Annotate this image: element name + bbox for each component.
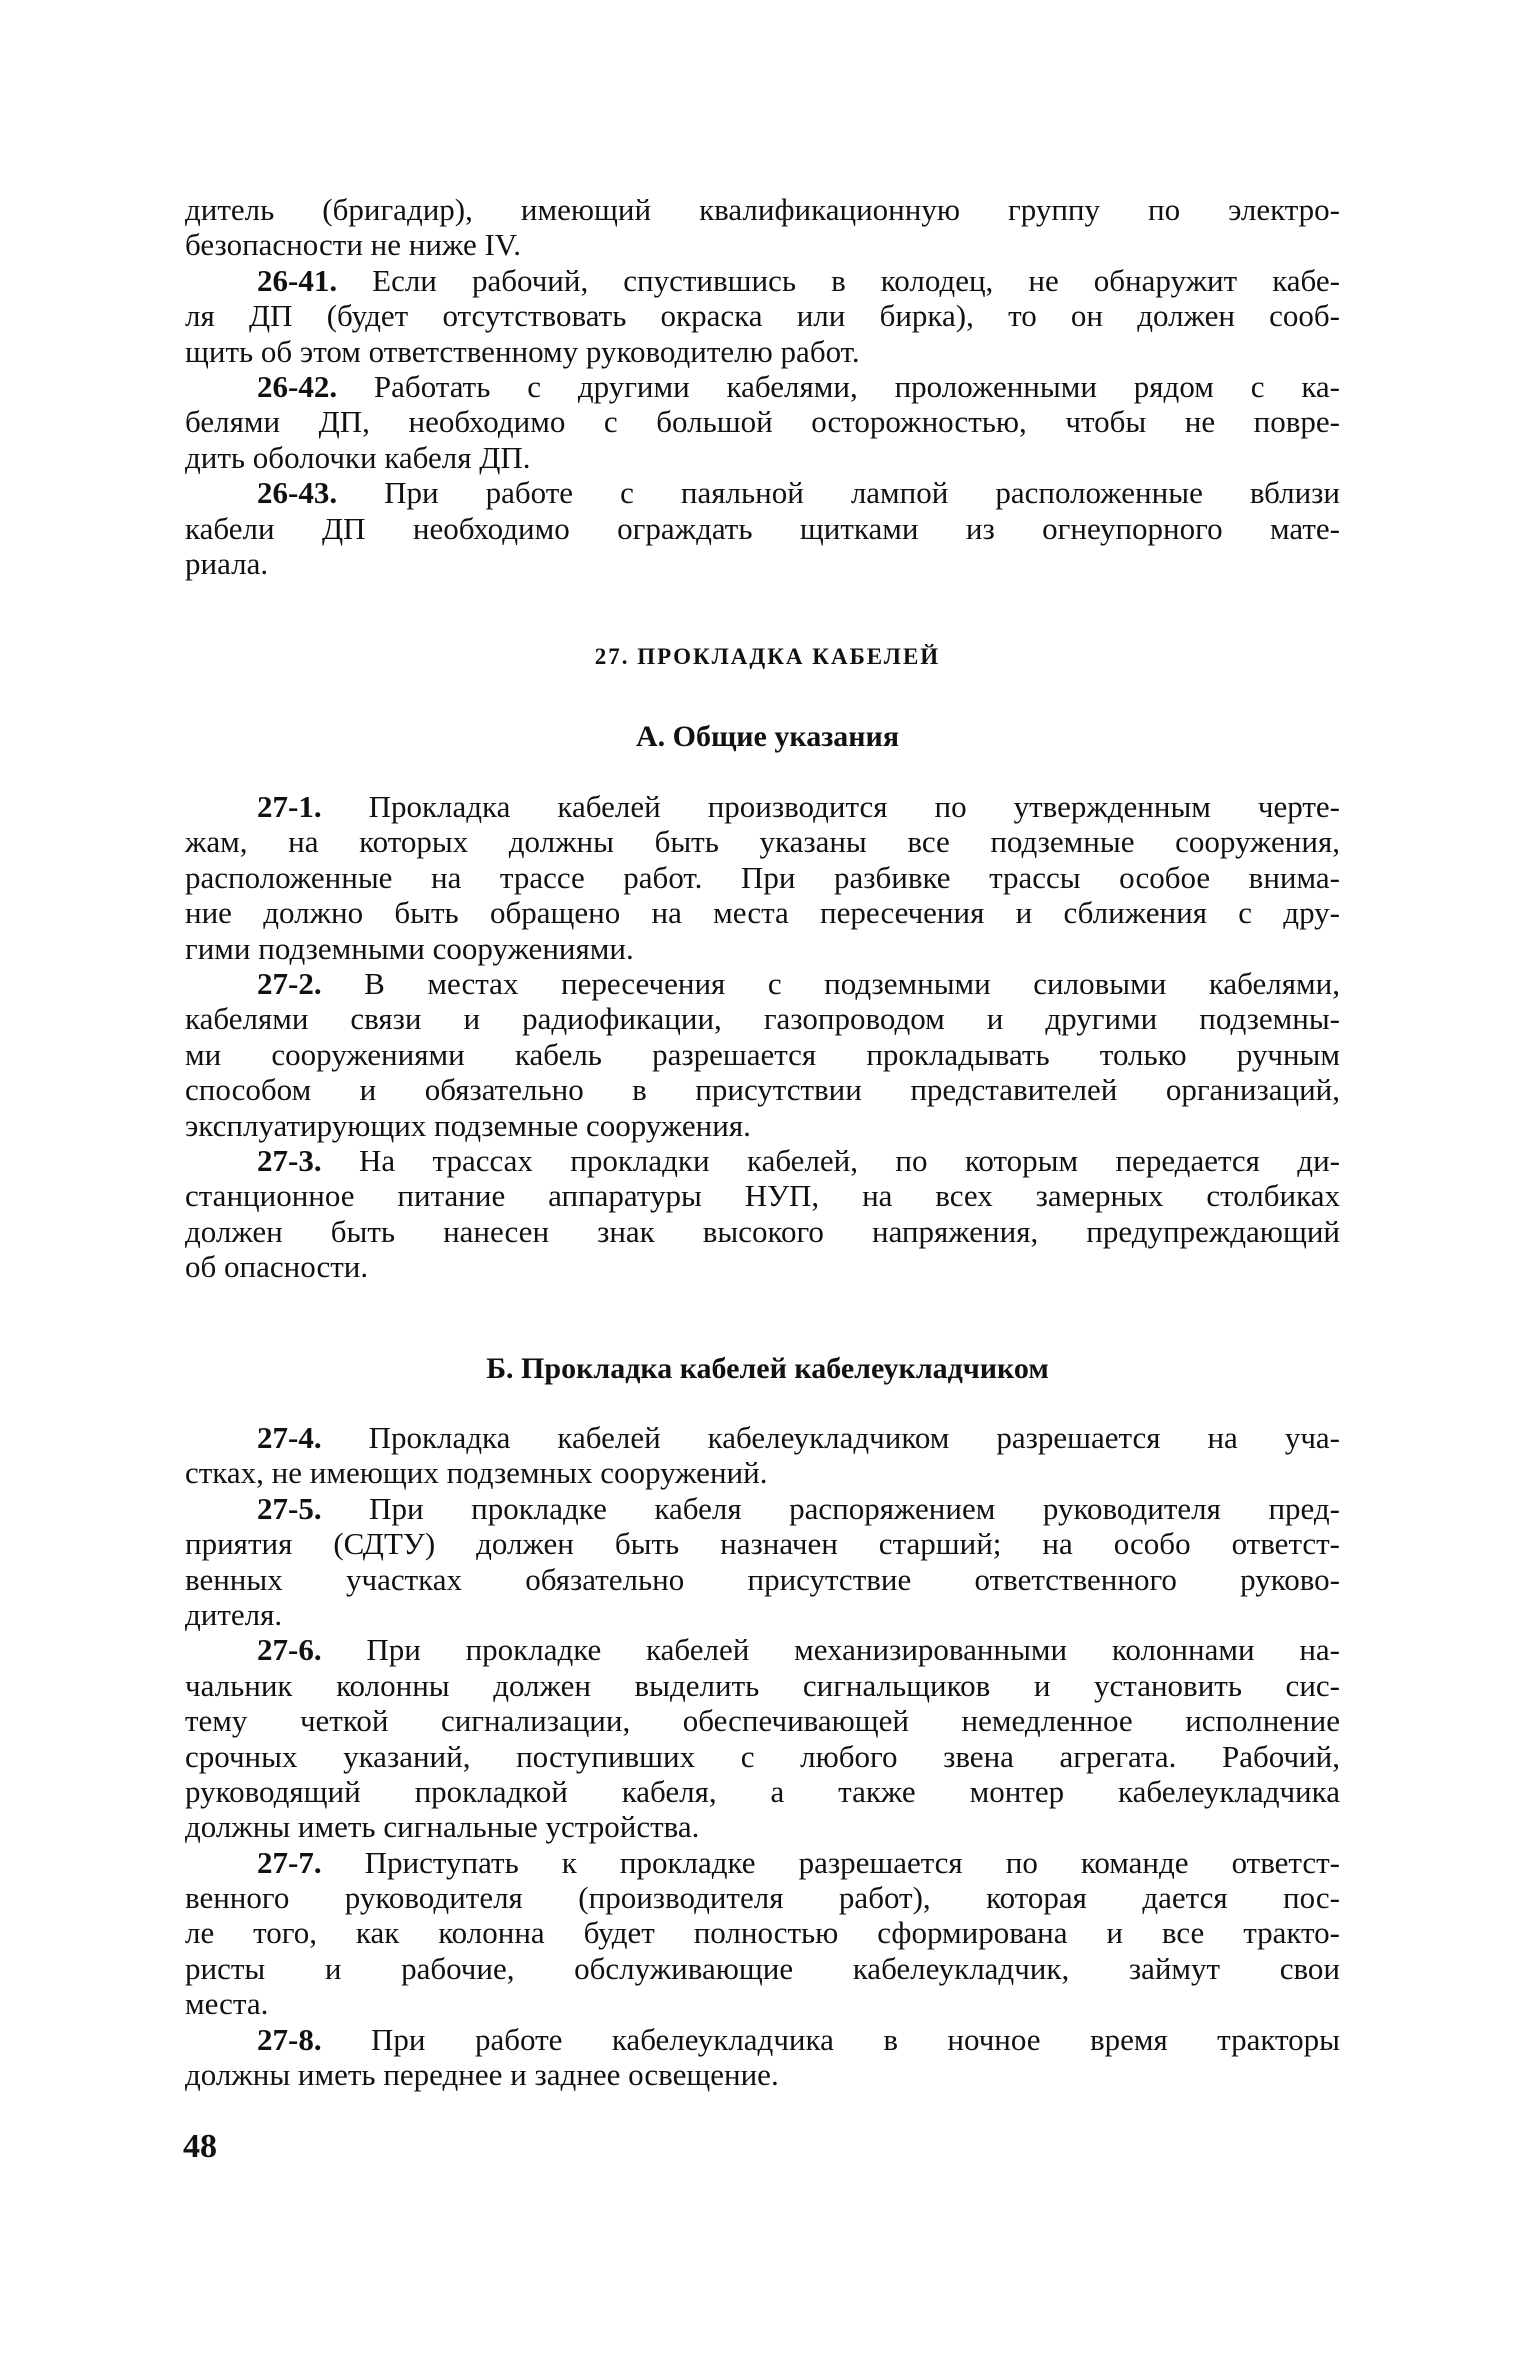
line-text: Прокладка кабелей производится по утвержденным черте- <box>321 789 1340 824</box>
line-text: места. <box>185 1986 269 2022</box>
text-line <box>185 1597 1340 1632</box>
text-line <box>185 334 1340 369</box>
text-line <box>185 440 1340 475</box>
line-text: На трассах прокладки кабелей, по которым передается ди- <box>321 1142 1340 1178</box>
text-line <box>185 1809 1340 1844</box>
paragraph <box>185 1420 1340 1491</box>
text-line <box>185 1072 1340 1107</box>
text-line <box>185 369 1340 404</box>
paragraph-number: 26-42. <box>257 368 338 404</box>
text-line <box>185 1001 1340 1036</box>
text-line <box>185 1951 1340 1986</box>
line-text: стках, не имеющих подземных сооружений. <box>185 1455 768 1491</box>
paragraph <box>185 789 1340 966</box>
line-text: руководящий прокладкой кабеля, а также монтер кабелеукладчика <box>185 1773 1340 1809</box>
paragraph-number: 27-8. <box>257 2021 322 2057</box>
section-heading: 27. ПРОКЛАДКА КАБЕЛЕЙ <box>594 644 941 669</box>
subsection-heading-a: А. Общие указания <box>635 720 900 753</box>
line-text: ние должно быть обращено на места пересечения и сближения с дру- <box>185 895 1340 931</box>
text-line <box>185 2057 1340 2092</box>
text-line <box>185 966 1340 1001</box>
paragraph-number: 27-5. <box>257 1490 322 1526</box>
line-text: Работать с другими кабелями, проложенными рядом с ка- <box>337 368 1340 404</box>
paragraph <box>185 263 1340 369</box>
line-text: должны иметь переднее и заднее освещение. <box>185 2057 779 2093</box>
page-number: 48 <box>183 2128 217 2165</box>
text-line <box>185 1562 1340 1597</box>
line-text: При работе кабелеукладчика в ночное время тракторы <box>321 2021 1340 2057</box>
line-text: При прокладке кабеля распоряжением руководителя пред- <box>321 1490 1340 1526</box>
line-text: дить оболочки кабеля ДП. <box>185 439 531 475</box>
line-text: должен быть нанесен знак высокого напряжения, предупреждающий <box>185 1213 1340 1249</box>
paragraph <box>185 1143 1340 1285</box>
text-line <box>185 546 1340 581</box>
line-text: эксплуатирующих подземные сооружения. <box>185 1107 751 1143</box>
line-text: дитель (бригадир), имеющий квалификационную группу по электро- <box>185 192 1340 227</box>
paragraph-number: 27-4. <box>257 1420 322 1455</box>
text-line <box>185 1880 1340 1915</box>
line-text: кабелями связи и радиофикации, газопроводом и другими подземны- <box>185 1001 1340 1037</box>
line-text: тему четкой сигнализации, обеспечивающей немедленное исполнение <box>185 1703 1340 1739</box>
line-text: ле того, как колонна будет полностью сформирована и все тракто- <box>185 1915 1340 1951</box>
text-line <box>185 1178 1340 1213</box>
text-line <box>185 1491 1340 1526</box>
line-text: белями ДП, необходимо с большой осторожностью, чтобы не повре- <box>185 404 1340 440</box>
line-text: жам, на которых должны быть указаны все подземные сооружения, <box>185 824 1340 860</box>
line-text: должны иметь сигнальные устройства. <box>185 1809 700 1845</box>
text-line <box>185 1739 1340 1774</box>
line-text: безопасности не ниже IV. <box>185 227 521 263</box>
text-line <box>185 1214 1340 1249</box>
paragraph <box>185 1845 1340 2022</box>
text-line <box>185 1420 1340 1455</box>
line-text: ми сооружениями кабель разрешается прокладывать только ручным <box>185 1036 1340 1072</box>
text-line <box>185 789 1340 824</box>
text-line <box>185 1703 1340 1738</box>
text-block-general <box>185 789 1340 1284</box>
text-line <box>185 1037 1340 1072</box>
paragraph-number: 27-3. <box>257 1142 322 1178</box>
line-text: чальник колонны должен выделить сигнальщиков и установить сис- <box>185 1667 1340 1703</box>
paragraph <box>185 192 1340 263</box>
paragraph <box>185 475 1340 581</box>
paragraph-number: 27-2. <box>257 965 322 1001</box>
text-line <box>185 1143 1340 1178</box>
text-line <box>185 1632 1340 1667</box>
text-line <box>185 1526 1340 1561</box>
text-line <box>185 1845 1340 1880</box>
text-line <box>185 511 1340 546</box>
line-text: В местах пересечения с подземными силовыми кабелями, <box>321 965 1340 1001</box>
line-text: Прокладка кабелей кабелеукладчиком разрешается на уча- <box>321 1420 1340 1455</box>
text-line <box>185 1986 1340 2021</box>
line-text: При прокладке кабелей механизированными колоннами на- <box>321 1632 1340 1668</box>
text-line <box>185 1668 1340 1703</box>
line-text: риала. <box>185 545 269 581</box>
paragraph-number: 27-1. <box>257 789 322 824</box>
text-line <box>185 263 1340 298</box>
line-text: срочных указаний, поступивших с любого звена агрегата. Рабочий, <box>185 1738 1340 1774</box>
text-block-cable-layer <box>185 1420 1340 2092</box>
paragraph-number: 26-41. <box>257 262 338 298</box>
subsection-heading-b: Б. Прокладка кабелей кабелеукладчиком <box>486 1352 1049 1385</box>
text-block-continuation <box>185 192 1340 581</box>
text-line <box>185 895 1340 930</box>
paragraph <box>185 369 1340 475</box>
line-text: венных участках обязательно присутствие ответственного руково- <box>185 1561 1340 1597</box>
line-text: Если рабочий, спустившись в колодец, не обнаружит кабе- <box>337 262 1340 298</box>
text-line <box>185 1915 1340 1950</box>
text-line <box>185 1455 1340 1490</box>
line-text: способом и обязательно в присутствии представителей организаций, <box>185 1072 1340 1108</box>
text-line <box>185 227 1340 262</box>
line-text: ристы и рабочие, обслуживающие кабелеукладчик, займут свои <box>185 1950 1340 1986</box>
line-text: Приступать к прокладке разрешается по команде ответст- <box>321 1844 1340 1880</box>
text-line <box>185 475 1340 510</box>
text-line <box>185 1249 1340 1284</box>
line-text: приятия (СДТУ) должен быть назначен старший; на особо ответст- <box>185 1526 1340 1562</box>
paragraph-number: 27-6. <box>257 1632 322 1668</box>
text-line <box>185 2022 1340 2057</box>
paragraph <box>185 966 1340 1143</box>
line-text: ля ДП (будет отсутствовать окраска или бирка), то он должен сооб- <box>185 298 1340 334</box>
text-line <box>185 824 1340 859</box>
text-line <box>185 1108 1340 1143</box>
line-text: станционное питание аппаратуры НУП, на всех замерных столбиках <box>185 1178 1340 1214</box>
line-text: гими подземными сооружениями. <box>185 930 634 966</box>
paragraph <box>185 1632 1340 1844</box>
text-line <box>185 298 1340 333</box>
text-line <box>185 931 1340 966</box>
line-text: При работе с паяльной лампой расположенные вблизи <box>337 475 1340 511</box>
line-text: дителя. <box>185 1596 283 1632</box>
text-line <box>185 404 1340 439</box>
text-line <box>185 860 1340 895</box>
paragraph <box>185 1491 1340 1633</box>
line-text: расположенные на трассе работ. При разбивке трассы особое внима- <box>185 859 1340 895</box>
line-text: венного руководителя (производителя работ), которая дается пос- <box>185 1880 1340 1916</box>
line-text: об опасности. <box>185 1249 369 1285</box>
paragraph-number: 26-43. <box>257 475 338 511</box>
text-line <box>185 1774 1340 1809</box>
text-line <box>185 192 1340 227</box>
paragraph <box>185 2022 1340 2093</box>
line-text: щить об этом ответственному руководителю работ. <box>185 333 860 369</box>
paragraph-number: 27-7. <box>257 1844 322 1880</box>
line-text: кабели ДП необходимо ограждать щитками из огнеупорного мате- <box>185 510 1340 546</box>
